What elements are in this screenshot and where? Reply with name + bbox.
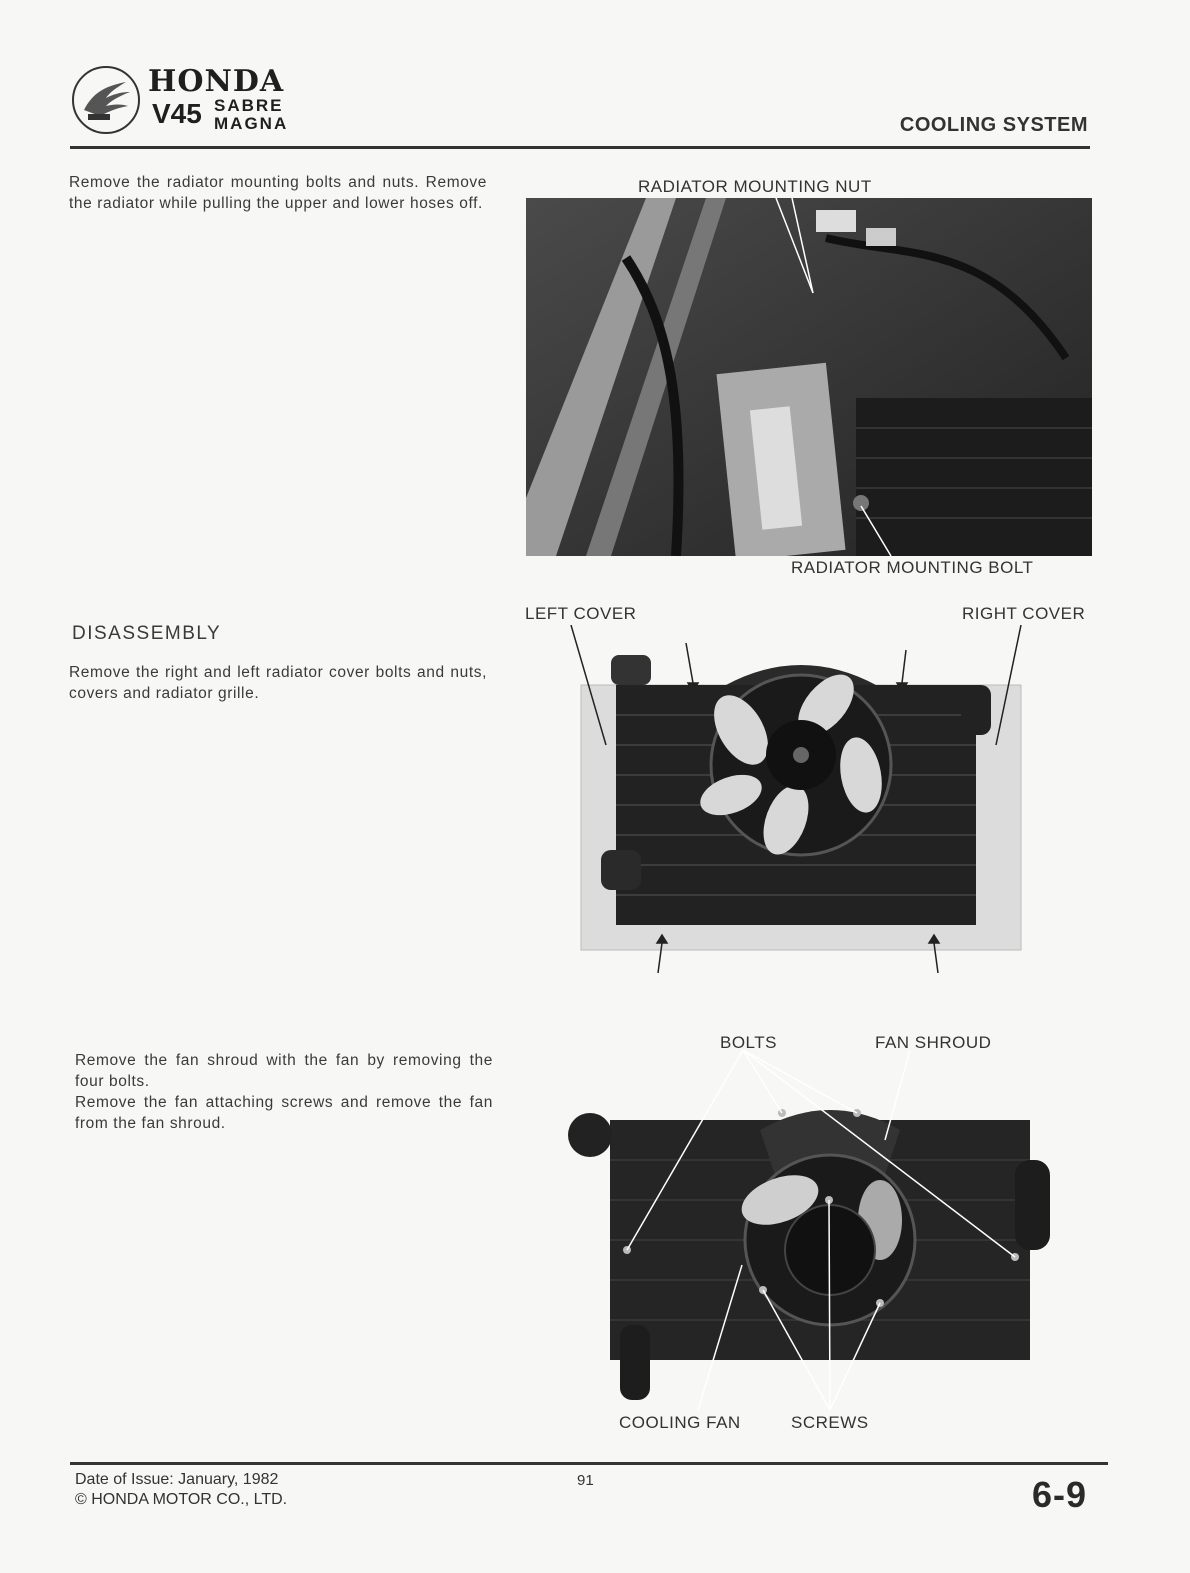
model-variant-magna: MAGNA xyxy=(214,114,289,133)
label-screws: SCREWS xyxy=(791,1413,869,1432)
issue-date: Date of Issue: January, 1982 xyxy=(75,1471,279,1488)
radiator-on-bike-image xyxy=(526,198,1092,556)
label-fan-shroud: FAN SHROUD xyxy=(875,1033,992,1052)
label-radiator-mounting-bolt: RADIATOR MOUNTING BOLT xyxy=(791,558,1034,577)
step-remove-fan: Remove the fan attaching screws and remove the fan from the fan shroud. xyxy=(75,1094,493,1132)
label-cooling-fan: COOLING FAN xyxy=(619,1413,741,1432)
disassembly-heading: DISASSEMBLY xyxy=(72,623,222,644)
footer-divider xyxy=(70,1462,1108,1465)
step-remove-covers: Remove the right and left radiator cover bolts and nuts, covers and radiator grille. xyxy=(69,664,487,702)
model-name: V45 xyxy=(152,98,202,129)
radiator-front-figure xyxy=(526,625,1096,985)
label-left-cover: LEFT COVER xyxy=(525,604,637,623)
header-divider xyxy=(70,146,1090,149)
brand-name: HONDA xyxy=(148,64,285,99)
step-remove-radiator: Remove the radiator mounting bolts and nuts. Remove the radiator while pulling the upper and lower hoses off. xyxy=(69,174,487,212)
model-variant-sabre: SABRE xyxy=(214,96,284,115)
label-bolts: BOLTS xyxy=(720,1033,777,1052)
label-radiator-mounting-nut: RADIATOR MOUNTING NUT xyxy=(638,177,872,196)
photo-radiator-on-bike xyxy=(526,198,1092,556)
section-page-number: 6-9 xyxy=(1032,1474,1088,1515)
label-right-cover: RIGHT COVER xyxy=(962,604,1086,623)
section-title: COOLING SYSTEM xyxy=(899,114,1088,136)
step-remove-shroud: Remove the fan shroud with the fan by removing the four bolts. xyxy=(75,1052,493,1090)
page-number: 91 xyxy=(577,1472,594,1489)
wing-emblem-icon xyxy=(70,64,142,136)
radiator-rear-figure xyxy=(560,1050,1080,1410)
copyright: © HONDA MOTOR CO., LTD. xyxy=(75,1491,288,1508)
